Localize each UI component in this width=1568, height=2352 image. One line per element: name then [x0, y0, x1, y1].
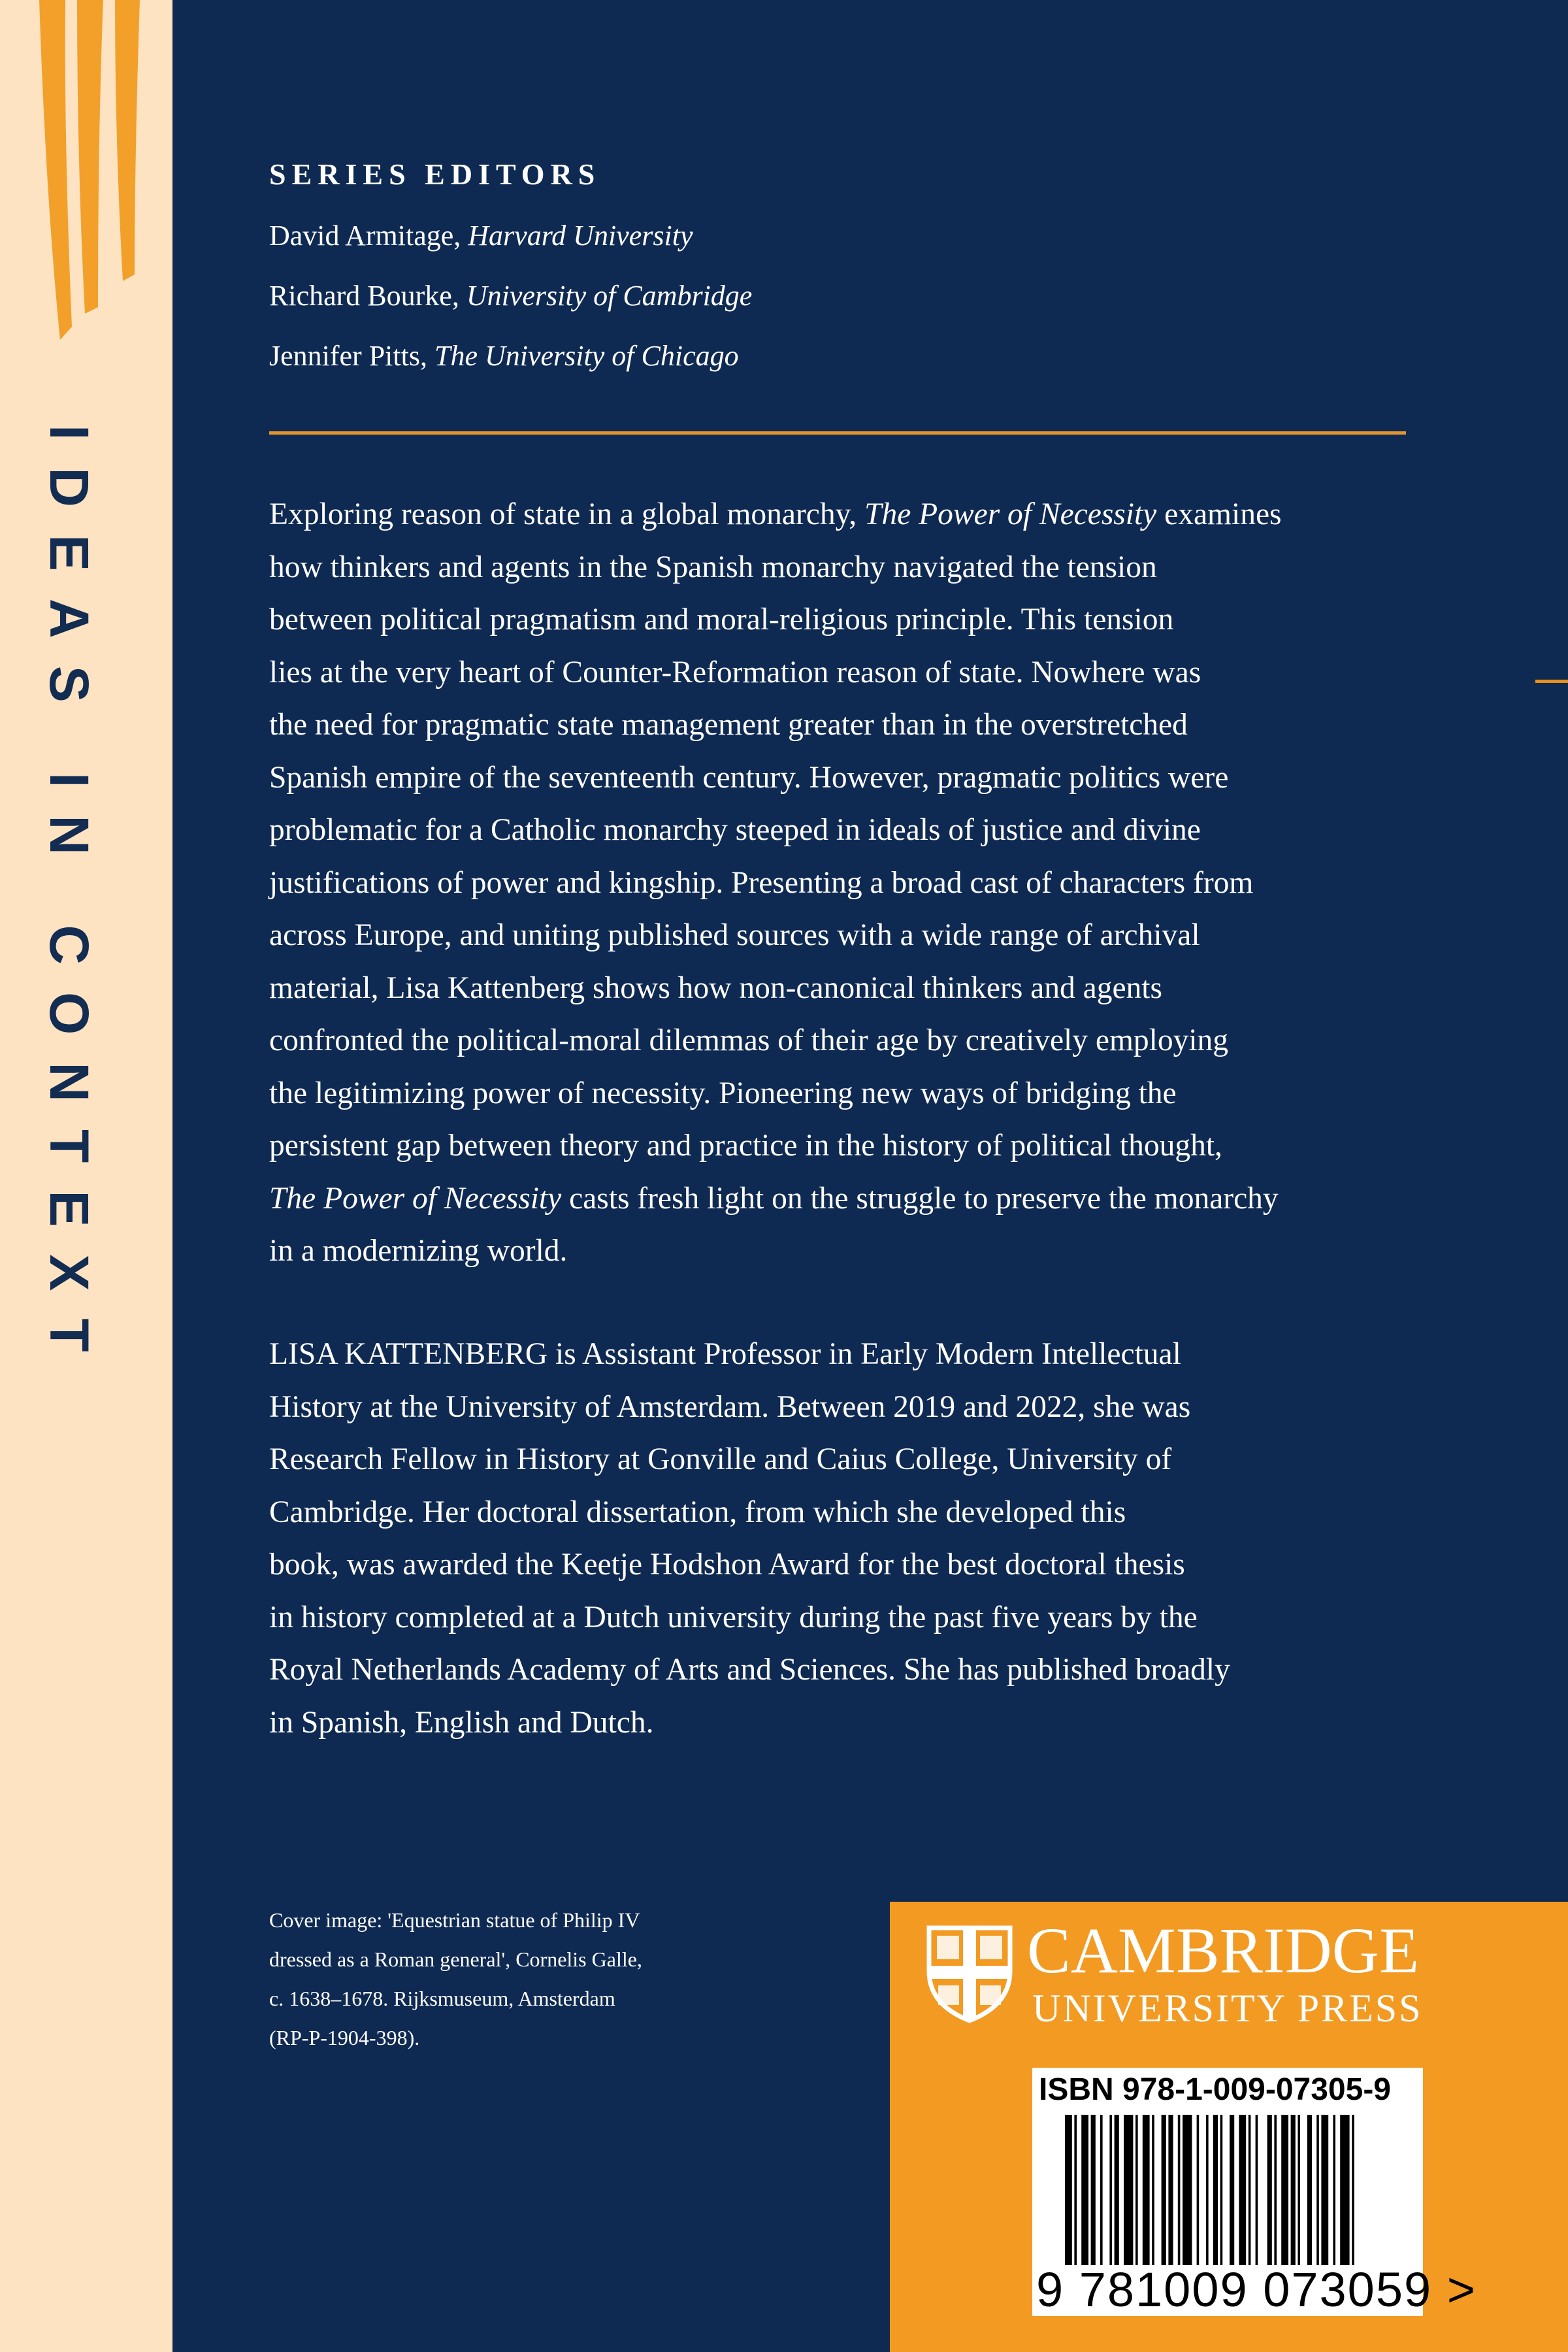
- series-editors-block: [269, 157, 752, 386]
- description-line: persistent gap between theory and practice in the history of political thought,: [269, 1129, 1222, 1163]
- publisher-name: CAMBRIDGE: [1027, 1914, 1420, 1987]
- barcode-bar: [1281, 2115, 1288, 2265]
- barcode-bar: [1333, 2115, 1335, 2265]
- barcode-bar: [1340, 2115, 1349, 2265]
- ean-digits: 9 781009 073059 >: [1036, 2262, 1477, 2317]
- bio-line: History at the University of Amsterdam. Between 2019 and 2022, she was: [269, 1389, 1191, 1424]
- bio-line: Royal Netherlands Academy of Arts and Sciences. She has published broadly: [269, 1653, 1230, 1687]
- barcode-bar: [1143, 2115, 1150, 2265]
- barcode-bar: [1115, 2115, 1119, 2265]
- editor-affiliation: University of Cambridge: [466, 280, 753, 312]
- barcode-bar: [1256, 2115, 1258, 2265]
- barcode-bar: [1213, 2115, 1218, 2265]
- barcode-bar: [1081, 2115, 1088, 2265]
- bio-line: LISA KATTENBERG is Assistant Professor in Early Modern Intellectual: [269, 1337, 1181, 1371]
- barcode-bar: [1220, 2115, 1223, 2265]
- editor-affiliation: Harvard University: [468, 220, 693, 252]
- description-line: how thinkers and agents in the Spanish monarchy navigated the tension: [269, 550, 1157, 584]
- spine-panel: [0, 0, 172, 2352]
- description-line: confronted the political-moral dilemmas of their age by creatively employing: [269, 1023, 1229, 1057]
- barcode-bar: [1162, 2115, 1166, 2265]
- bio-line: Research Fellow in History at Gonville and Caius College, University of: [269, 1442, 1172, 1476]
- barcode-bar: [1321, 2115, 1328, 2265]
- publisher-subtitle: UNIVERSITY PRESS: [1032, 1987, 1423, 2030]
- barcode-bar: [1152, 2115, 1154, 2265]
- barcode-bar: [1206, 2115, 1209, 2265]
- edge-tick-mark: [1535, 680, 1568, 683]
- series-title-vertical: IDEAS IN CONTEXT: [39, 425, 100, 1380]
- barcode-bar: [1100, 2115, 1103, 2265]
- barcode-bar: [1135, 2115, 1138, 2265]
- editor-line: [269, 326, 752, 386]
- barcode-bar: [1183, 2115, 1192, 2265]
- description-line: the need for pragmatic state management greater than in the overstretched: [269, 708, 1188, 742]
- description-line: The Power of Necessity casts fresh light on the struggle to preserve the monarchy: [269, 1181, 1279, 1216]
- barcode-bar: [1239, 2115, 1246, 2265]
- credit-line: (RP-P-1904-398).: [269, 2026, 420, 2049]
- isbn-label: ISBN 978-1-009-07305-9: [1039, 2072, 1391, 2107]
- credit-line: c. 1638–1678. Rijksmuseum, Amsterdam: [269, 1987, 615, 2010]
- description-line: in a modernizing world.: [269, 1234, 568, 1268]
- barcode-bar: [1274, 2115, 1277, 2265]
- description-line: justifications of power and kingship. Presenting a broad cast of characters from: [269, 865, 1254, 900]
- cambridge-shield-icon: [925, 1925, 1014, 2023]
- barcode-bar: [1267, 2115, 1272, 2265]
- description-line: material, Lisa Kattenberg shows how non-canonical thinkers and agents: [269, 970, 1162, 1005]
- author-bio: [269, 1328, 1419, 1749]
- editor-line: [269, 266, 752, 326]
- barcode-bar: [1298, 2115, 1300, 2265]
- barcode-bar: [1109, 2115, 1112, 2265]
- editor-line: [269, 206, 752, 266]
- barcode-bar: [1307, 2115, 1312, 2265]
- barcode-bars: [1065, 2115, 1392, 2265]
- brush-stripes-icon: [0, 0, 172, 366]
- editor-name: David Armitage,: [269, 220, 468, 252]
- barcode-bar: [1230, 2115, 1234, 2265]
- barcode-bar: [1197, 2115, 1200, 2265]
- book-description: [269, 488, 1419, 1278]
- barcode-panel: [1032, 2068, 1477, 2317]
- cover-image-credit: [269, 1900, 857, 2057]
- barcode-bar: [1074, 2115, 1077, 2265]
- bio-line: Cambridge. Her doctoral dissertation, from which she developed this: [269, 1495, 1126, 1529]
- description-line: Exploring reason of state in a global monarchy, The Power of Necessity examines: [269, 497, 1282, 531]
- description-line: problematic for a Catholic monarchy steeped in ideals of justice and divine: [269, 813, 1201, 847]
- divider-rule: [269, 431, 1406, 435]
- barcode-bar: [1352, 2115, 1354, 2265]
- description-line: Spanish empire of the seventeenth century. However, pragmatic politics were: [269, 760, 1229, 795]
- description-line: across Europe, and uniting published sources with a wide range of archival: [269, 918, 1200, 952]
- credit-line: dressed as a Roman general', Cornelis Galle,: [269, 1947, 642, 1971]
- credit-line: Cover image: 'Equestrian statue of Philip IV: [269, 1908, 640, 1932]
- barcode-bar: [1291, 2115, 1296, 2265]
- editor-affiliation: The University of Chicago: [434, 340, 739, 372]
- barcode-bar: [1065, 2115, 1072, 2265]
- barcode-bar: [1091, 2115, 1096, 2265]
- series-editors-heading: SERIES EDITORS: [269, 157, 601, 191]
- description-line: lies at the very heart of Counter-Reformation reason of state. Nowhere was: [269, 655, 1201, 689]
- bio-line: in history completed at a Dutch university during the past five years by the: [269, 1600, 1198, 1634]
- barcode-bar: [1249, 2115, 1251, 2265]
- editor-name: Richard Bourke,: [269, 280, 466, 312]
- barcode-bar: [1178, 2115, 1181, 2265]
- barcode-bar: [1168, 2115, 1173, 2265]
- barcode-bar: [1316, 2115, 1319, 2265]
- description-line: the legitimizing power of necessity. Pioneering new ways of bridging the: [269, 1076, 1177, 1110]
- description-line: between political pragmatism and moral-religious principle. This tension: [269, 603, 1174, 637]
- bio-line: book, was awarded the Keetje Hodshon Award for the best doctoral thesis: [269, 1548, 1185, 1582]
- barcode-bar: [1124, 2115, 1133, 2265]
- editor-name: Jennifer Pitts,: [269, 340, 434, 372]
- bio-line: in Spanish, English and Dutch.: [269, 1705, 654, 1740]
